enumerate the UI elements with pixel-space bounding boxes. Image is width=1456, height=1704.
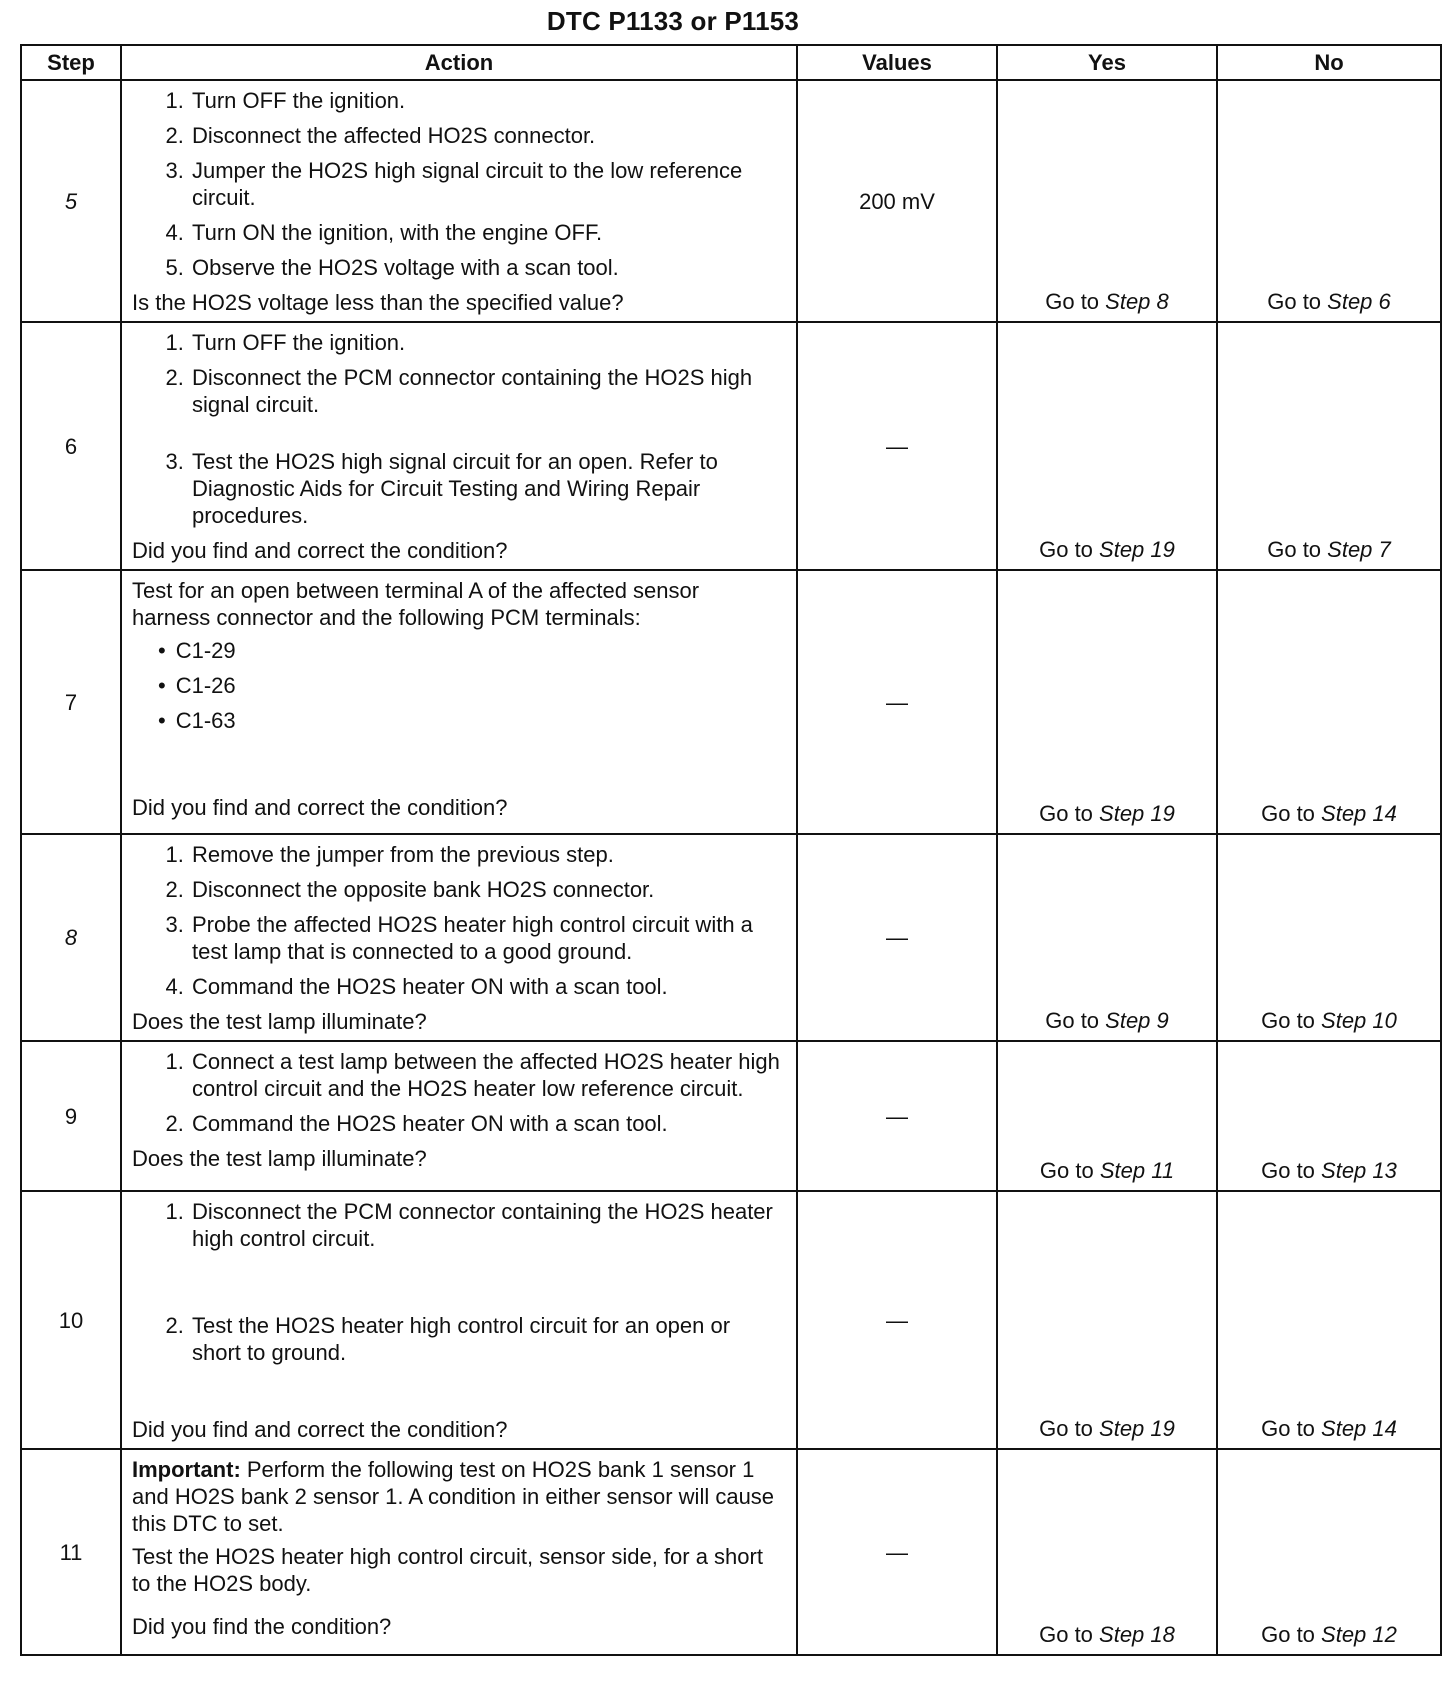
action-steps (132, 841, 782, 1000)
yes-cell (997, 1191, 1217, 1449)
important-note (132, 1456, 782, 1537)
goto-prefix: Go to (1039, 537, 1100, 562)
terminal-item: • C1-63 (158, 707, 782, 734)
action-question: Did you find and correct the condition? (132, 795, 508, 820)
values-cell: — (797, 834, 997, 1041)
action-question: Does the test lamp illuminate? (132, 1146, 427, 1171)
important-label: Important: (132, 1457, 241, 1482)
terminal-item: • C1-26 (158, 672, 782, 699)
header-yes: Yes (997, 45, 1217, 80)
values-cell: — (797, 1449, 997, 1655)
step-number: 11 (21, 1449, 121, 1655)
action-step: 4. Turn ON the ignition, with the engine OFF. (190, 219, 782, 246)
action-step: 2. Disconnect the affected HO2S connector. (190, 122, 782, 149)
action-step: 1. Remove the jumper from the previous step. (190, 841, 782, 868)
header-action: Action (121, 45, 797, 80)
action-step: 3. Test the HO2S high signal circuit for an open. Refer to Diagnostic Aids for Circuit Testing and Wiring Repair procedures. (190, 448, 782, 529)
step-number: 9 (21, 1041, 121, 1191)
action-question: Did you find and correct the condition? (132, 1417, 508, 1442)
goto-prefix: Go to (1261, 1622, 1322, 1647)
table-row (21, 80, 1441, 322)
table-header-row (21, 45, 1441, 80)
table-row (21, 570, 1441, 834)
action-cell (121, 1191, 797, 1449)
action-cell (121, 80, 797, 322)
goto-prefix: Go to (1039, 1416, 1100, 1441)
action-question: Does the test lamp illuminate? (132, 1009, 427, 1034)
goto-prefix: Go to (1039, 801, 1100, 826)
goto-prefix: Go to (1045, 289, 1106, 314)
no-cell (1217, 1191, 1441, 1449)
values-cell: — (797, 1191, 997, 1449)
goto-prefix: Go to (1045, 1008, 1106, 1033)
terminal-item: • C1-29 (158, 637, 782, 664)
yes-cell (997, 1449, 1217, 1655)
table-row (21, 1449, 1441, 1655)
table-row (21, 1041, 1441, 1191)
action-steps (132, 87, 782, 281)
goto-prefix: Go to (1261, 1008, 1322, 1033)
action-step: 1. Turn OFF the ignition. (190, 329, 782, 356)
action-cell (121, 570, 797, 834)
goto-prefix: Go to (1039, 1622, 1100, 1647)
action-step: 3. Jumper the HO2S high signal circuit to the low reference circuit. (190, 157, 782, 211)
action-question: Did you find and correct the condition? (132, 538, 508, 563)
header-values: Values (797, 45, 997, 80)
important-text: Perform the following test on HO2S bank 1 sensor 1 and HO2S bank 2 sensor 1. A condition in either sensor will cause this DTC to set. (132, 1457, 775, 1536)
values-cell: 200 mV (797, 80, 997, 322)
action-step: 1. Turn OFF the ignition. (190, 87, 782, 114)
terminal-list (132, 637, 782, 734)
action-step: 3. Probe the affected HO2S heater high control circuit with a test lamp that is connected to a good ground. (190, 911, 782, 965)
goto-prefix: Go to (1267, 537, 1328, 562)
table-row (21, 834, 1441, 1041)
header-no: No (1217, 45, 1441, 80)
goto-prefix: Go to (1261, 801, 1322, 826)
goto-prefix: Go to (1261, 1158, 1322, 1183)
no-cell (1217, 834, 1441, 1041)
table-row (21, 322, 1441, 570)
action-step: 2. Disconnect the opposite bank HO2S connector. (190, 876, 782, 903)
action-step: 4. Command the HO2S heater ON with a scan tool. (190, 973, 782, 1000)
no-cell (1217, 1041, 1441, 1191)
table-row (21, 1191, 1441, 1449)
yes-cell (997, 80, 1217, 322)
no-cell (1217, 570, 1441, 834)
action-step: 2. Disconnect the PCM connector containing the HO2S high signal circuit. (190, 364, 782, 418)
no-step-link: Step 14 (1321, 1416, 1397, 1441)
no-step-link: Step 12 (1321, 1622, 1397, 1647)
action-cell (121, 834, 797, 1041)
yes-cell (997, 1041, 1217, 1191)
yes-step-link: Step 8 (1105, 289, 1169, 314)
no-step-link: Step 10 (1321, 1008, 1397, 1033)
action-steps (132, 329, 782, 529)
step-number: 10 (21, 1191, 121, 1449)
yes-step-link: Step 19 (1099, 537, 1175, 562)
action-intro: Test for an open between terminal A of the affected sensor harness connector and the following PCM terminals: (132, 578, 700, 630)
step-number: 8 (21, 834, 121, 1041)
step-number: 7 (21, 570, 121, 834)
action-cell (121, 1449, 797, 1655)
no-cell (1217, 80, 1441, 322)
values-cell: — (797, 322, 997, 570)
yes-step-link: Step 9 (1105, 1008, 1169, 1033)
goto-prefix: Go to (1039, 1158, 1100, 1183)
step-number: 6 (21, 322, 121, 570)
no-cell (1217, 1449, 1441, 1655)
yes-step-link: Step 18 (1099, 1622, 1175, 1647)
test-instruction: Test the HO2S heater high control circuit, sensor side, for a short to the HO2S body. (132, 1544, 763, 1596)
yes-cell (997, 834, 1217, 1041)
yes-step-link: Step 11 (1099, 1158, 1175, 1183)
action-steps (132, 1048, 782, 1137)
yes-step-link: Step 19 (1099, 801, 1175, 826)
values-cell: — (797, 1041, 997, 1191)
values-cell: — (797, 570, 997, 834)
action-cell (121, 322, 797, 570)
no-step-link: Step 6 (1327, 289, 1391, 314)
action-steps (132, 1198, 782, 1366)
header-step: Step (21, 45, 121, 80)
action-step: 5. Observe the HO2S voltage with a scan tool. (190, 254, 782, 281)
no-cell (1217, 322, 1441, 570)
step-number: 5 (21, 80, 121, 322)
no-step-link: Step 13 (1321, 1158, 1397, 1183)
page-title: DTC P1133 or P1153 (546, 6, 800, 36)
action-step: 1. Disconnect the PCM connector containing the HO2S heater high control circuit. (190, 1198, 782, 1252)
yes-cell (997, 570, 1217, 834)
no-step-link: Step 14 (1321, 801, 1397, 826)
action-question: Did you find the condition? (132, 1614, 392, 1639)
action-step: 2. Command the HO2S heater ON with a scan tool. (190, 1110, 782, 1137)
yes-step-link: Step 19 (1099, 1416, 1175, 1441)
goto-prefix: Go to (1267, 289, 1328, 314)
action-cell (121, 1041, 797, 1191)
action-question: Is the HO2S voltage less than the specified value? (132, 290, 624, 315)
action-step: 2. Test the HO2S heater high control circuit for an open or short to ground. (190, 1312, 782, 1366)
yes-cell (997, 322, 1217, 570)
action-step: 1. Connect a test lamp between the affected HO2S heater high control circuit and the HO2S heater low reference circuit. (190, 1048, 782, 1102)
no-step-link: Step 7 (1327, 537, 1391, 562)
goto-prefix: Go to (1261, 1416, 1322, 1441)
diagnostic-table (20, 44, 1442, 1656)
